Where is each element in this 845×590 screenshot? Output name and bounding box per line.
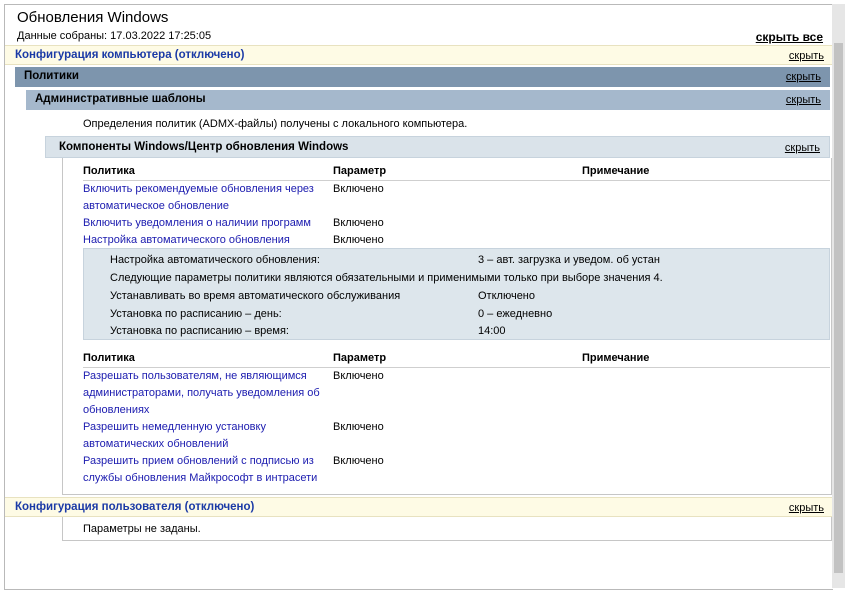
user-config-header[interactable] — [5, 497, 833, 517]
table-header — [83, 350, 830, 368]
policy-value: Включено — [333, 370, 384, 382]
detail-label: Установка по расписанию – день: — [110, 308, 282, 320]
admin-templates-label: Административные шаблоны — [35, 93, 206, 105]
policy-value: Включено — [333, 455, 384, 467]
detail-label: Установка по расписанию – время: — [110, 325, 289, 337]
collected-timestamp: Данные собраны: 17.03.2022 17:25:05 — [17, 30, 212, 42]
policy-value: Включено — [333, 421, 384, 433]
policy-link[interactable]: Включить рекомендуемые обновления через автоматическое обновление — [83, 183, 314, 212]
detail-value: Отключено — [478, 290, 535, 302]
policies-hide-link[interactable]: скрыть — [785, 71, 821, 83]
report-frame — [4, 4, 833, 590]
col-policy: Политика — [83, 352, 135, 364]
detail-value: 3 – авт. загрузка и уведом. об устан — [478, 254, 660, 266]
component-hide-link[interactable]: скрыть — [784, 142, 820, 154]
col-policy: Политика — [83, 165, 135, 177]
policy-value: Включено — [333, 234, 384, 246]
admin-templates-hide-link[interactable]: скрыть — [785, 94, 821, 106]
user-config-hide-link[interactable]: скрыть — [788, 502, 824, 514]
table-row — [83, 368, 830, 419]
scrollbar-thumb[interactable] — [834, 43, 843, 573]
policy-table-1 — [83, 163, 830, 249]
admx-note: Определения политик (ADMX-файлы) получены с локального компьютера. — [83, 118, 468, 130]
computer-config-label: Конфигурация компьютера (отключено) — [15, 49, 245, 61]
user-config-label: Конфигурация пользователя (отключено) — [15, 501, 255, 513]
col-parameter: Параметр — [333, 352, 387, 364]
detail-label: Следующие параметры политики являются обязательными и применимыми только при выборе значения 4. — [110, 272, 663, 284]
component-label: Компоненты Windows/Центр обновления Windows — [59, 141, 349, 153]
detail-label: Настройка автоматического обновления: — [110, 254, 320, 266]
col-parameter: Параметр — [333, 165, 387, 177]
user-config-note: Параметры не заданы. — [83, 523, 201, 535]
policy-link[interactable]: Разрешить прием обновлений с подписью из службы обновления Майкрософт в интрасети — [83, 455, 318, 484]
table-row — [83, 215, 830, 232]
admin-templates-header[interactable] — [26, 90, 830, 110]
policy-link[interactable]: Настройка автоматического обновления — [83, 234, 290, 246]
policy-link[interactable]: Разрешать пользователям, не являющимся администраторами, получать уведомления об обновлениях — [83, 370, 320, 416]
policies-header[interactable] — [15, 67, 830, 87]
auto-update-details — [83, 248, 830, 340]
detail-value: 14:00 — [478, 325, 506, 337]
computer-config-header[interactable] — [5, 45, 833, 65]
hide-all-link[interactable]: скрыть все — [755, 30, 823, 44]
policy-value: Включено — [333, 217, 384, 229]
computer-config-hide-link[interactable]: скрыть — [788, 50, 824, 62]
detail-value: 0 – ежедневно — [478, 308, 553, 320]
table-row — [83, 419, 830, 453]
policy-table-2 — [83, 350, 830, 487]
detail-label: Устанавливать во время автоматического обслуживания — [110, 290, 401, 302]
page-title: Обновления Windows — [17, 9, 169, 26]
col-note: Примечание — [582, 352, 650, 364]
table-row — [83, 181, 830, 215]
col-note: Примечание — [582, 165, 650, 177]
policy-value: Включено — [333, 183, 384, 195]
policies-label: Политики — [24, 70, 79, 82]
table-row — [83, 232, 830, 249]
windows-update-component-header[interactable] — [45, 136, 830, 158]
vertical-scrollbar[interactable] — [832, 4, 845, 588]
table-row — [83, 453, 830, 487]
policy-link[interactable]: Включить уведомления о наличии программ — [83, 217, 311, 229]
table-header — [83, 163, 830, 181]
policy-link[interactable]: Разрешить немедленную установку автоматических обновлений — [83, 421, 266, 450]
